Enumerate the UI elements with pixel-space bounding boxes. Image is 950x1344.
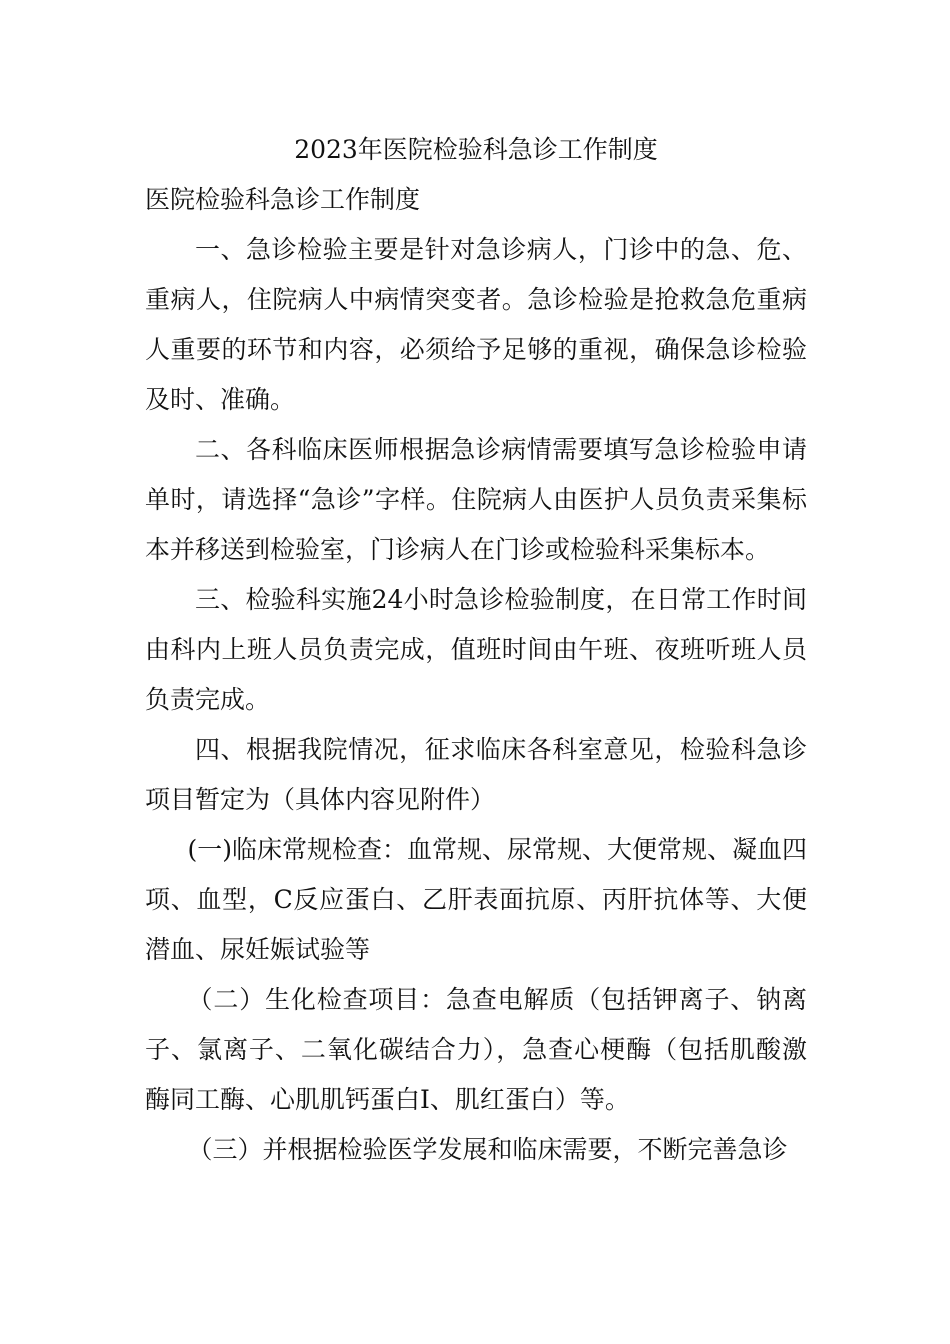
document-subtitle: 医院检验科急诊工作制度	[145, 185, 421, 214]
document-page	[145, 128, 807, 1175]
paragraph-7: （三）并根据检验医学发展和临床需要，不断完善急诊	[187, 1135, 788, 1164]
paragraph-3: 三、检验科实施24小时急诊检验制度，在日常工作时间由科内上班人员负责完成，值班时间由午班、夜班听班人员负责完成。	[145, 585, 807, 714]
paragraph-1: 一、急诊检验主要是针对急诊病人，门诊中的急、危、重病人，住院病人中病情突变者。急诊检验是抢救急危重病人重要的环节和内容，必须给予足够的重视，确保急诊检验及时、准确。	[145, 235, 807, 414]
paragraph-6: （二）生化检查项目：急查电解质（包括钾离子、钠离子、氯离子、二氧化碳结合力），急查心梗酶（包括肌酸激酶同工酶、心肌肌钙蛋白I、肌红蛋白）等。	[145, 985, 807, 1114]
document-title: 2023年医院检验科急诊工作制度	[294, 135, 658, 164]
paragraph-4: 四、根据我院情况，征求临床各科室意见，检验科急诊项目暂定为（具体内容见附件）	[145, 735, 807, 814]
paragraph-2: 二、各科临床医师根据急诊病情需要填写急诊检验申请单时，请选择“急诊”字样。住院病人由医护人员负责采集标本并移送到检验室，门诊病人在门诊或检验科采集标本。	[145, 435, 807, 564]
paragraph-5: (一)临床常规检查：血常规、尿常规、大便常规、凝血四项、血型，C反应蛋白、乙肝表面抗原、丙肝抗体等、大便潜血、尿妊娠试验等	[145, 835, 808, 964]
